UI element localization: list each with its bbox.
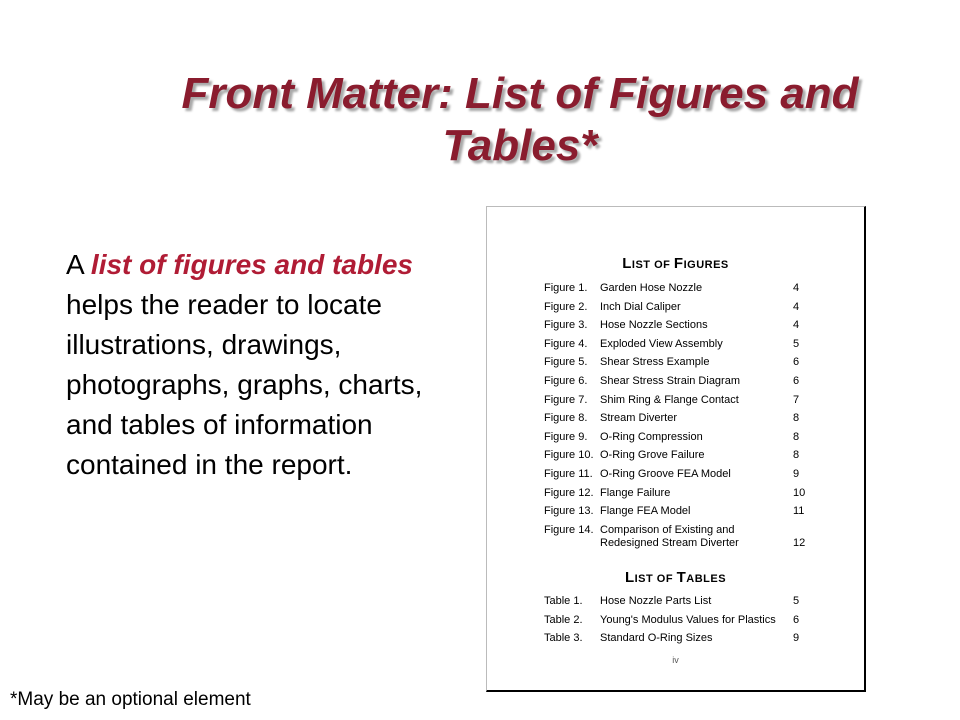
figure-entry [487, 300, 864, 316]
body-suffix: helps the reader to locate illustrations, drawings, photographs, graphs, charts, and tables of information contained in the report. [66, 289, 423, 480]
figure-entry [487, 337, 864, 353]
figure-entry [487, 486, 864, 502]
entry-page: 8 [793, 412, 800, 425]
entry-title: O-Ring Groove FEA Model [600, 468, 731, 480]
entry-title: Standard O-Ring Sizes [600, 632, 713, 645]
entry-page: 9 [793, 632, 800, 645]
entry-label: Figure 8. [544, 412, 588, 425]
entry-label: Figure 2. [544, 300, 588, 313]
entry-label: Figure 1. [544, 282, 588, 294]
entry-title: Comparison of Existing and [600, 523, 735, 536]
entry-page: 9 [793, 468, 800, 480]
entry-title: O-Ring Compression [600, 430, 703, 443]
entry-page: 5 [793, 595, 800, 607]
entry-title: Flange Failure [600, 486, 671, 499]
page-number: iv [672, 655, 679, 665]
entry-page: 8 [793, 430, 800, 443]
entry-page: 4 [793, 319, 800, 332]
entry-page: 10 [793, 486, 806, 499]
body-prefix: A [66, 249, 91, 280]
entry-title: O-Ring Grove Failure [600, 449, 705, 462]
entry-page: 11 [793, 505, 805, 518]
entry-page: 6 [793, 613, 800, 626]
figure-entry [487, 355, 864, 371]
entry-title: Garden Hose Nozzle [600, 282, 703, 294]
entry-label: Table 3. [544, 632, 583, 645]
entry-page: 5 [793, 337, 800, 350]
entry-label: Figure 14. [544, 523, 594, 536]
entry-page: 12 [793, 536, 806, 549]
body-highlight: list of figures and tables [90, 249, 413, 280]
entry-page: 4 [793, 300, 800, 313]
figure-entry [487, 281, 864, 297]
entry-title: Shear Stress Strain Diagram [600, 375, 740, 387]
figure-entry [487, 467, 864, 483]
entry-title: Shear Stress Example [600, 356, 710, 369]
entry-label: Figure 7. [544, 393, 588, 406]
table-entry [487, 631, 864, 647]
entry-title: Redesigned Stream Diverter [600, 536, 739, 549]
entry-title: Young's Modulus Values for Plastics [600, 613, 776, 626]
entry-label: Figure 5. [544, 356, 588, 369]
entry-label: Figure 9. [544, 430, 588, 443]
entry-title: Shim Ring & Flange Contact [600, 393, 739, 406]
entry-title: Hose Nozzle Sections [600, 319, 708, 332]
entry-page: 8 [793, 449, 800, 462]
figure-entry [487, 411, 864, 427]
entry-page: 6 [793, 375, 800, 387]
entry-label: Figure 10. [544, 449, 594, 462]
figure-entry [487, 536, 864, 552]
entry-label: Table 2. [544, 613, 583, 626]
table-entry [487, 613, 864, 629]
tables-heading: LIST OF TABLES [624, 569, 727, 586]
entry-label: Figure 11. [544, 468, 593, 480]
document-thumbnail [486, 206, 866, 692]
figure-entry [487, 430, 864, 446]
body-paragraph [66, 245, 436, 485]
entry-label: Figure 3. [544, 319, 588, 332]
footnote: *May be an optional element [10, 689, 251, 710]
entry-title: Flange FEA Model [600, 505, 691, 518]
figure-entry [487, 504, 864, 520]
slide-title: Front Matter: List of Figures and Tables* [181, 69, 859, 170]
entry-title: Stream Diverter [600, 412, 678, 425]
table-entry [487, 594, 864, 610]
entry-label: Figure 13. [544, 505, 594, 518]
entry-label: Table 1. [544, 595, 583, 607]
entry-page: 7 [793, 393, 800, 406]
figure-entry [487, 318, 864, 334]
figure-entry [487, 374, 864, 390]
entry-label: Figure 12. [544, 486, 594, 499]
entry-title: Hose Nozzle Parts List [600, 595, 712, 607]
entry-label: Figure 4. [544, 337, 588, 350]
entry-title: Inch Dial Caliper [600, 300, 681, 313]
figure-entry [487, 448, 864, 464]
entry-page: 6 [793, 356, 800, 369]
entry-page: 4 [793, 282, 800, 294]
figure-entry [487, 393, 864, 409]
entry-label: Figure 6. [544, 375, 588, 387]
figures-heading: LIST OF FIGURES [622, 255, 729, 272]
entry-title: Exploded View Assembly [600, 337, 723, 350]
